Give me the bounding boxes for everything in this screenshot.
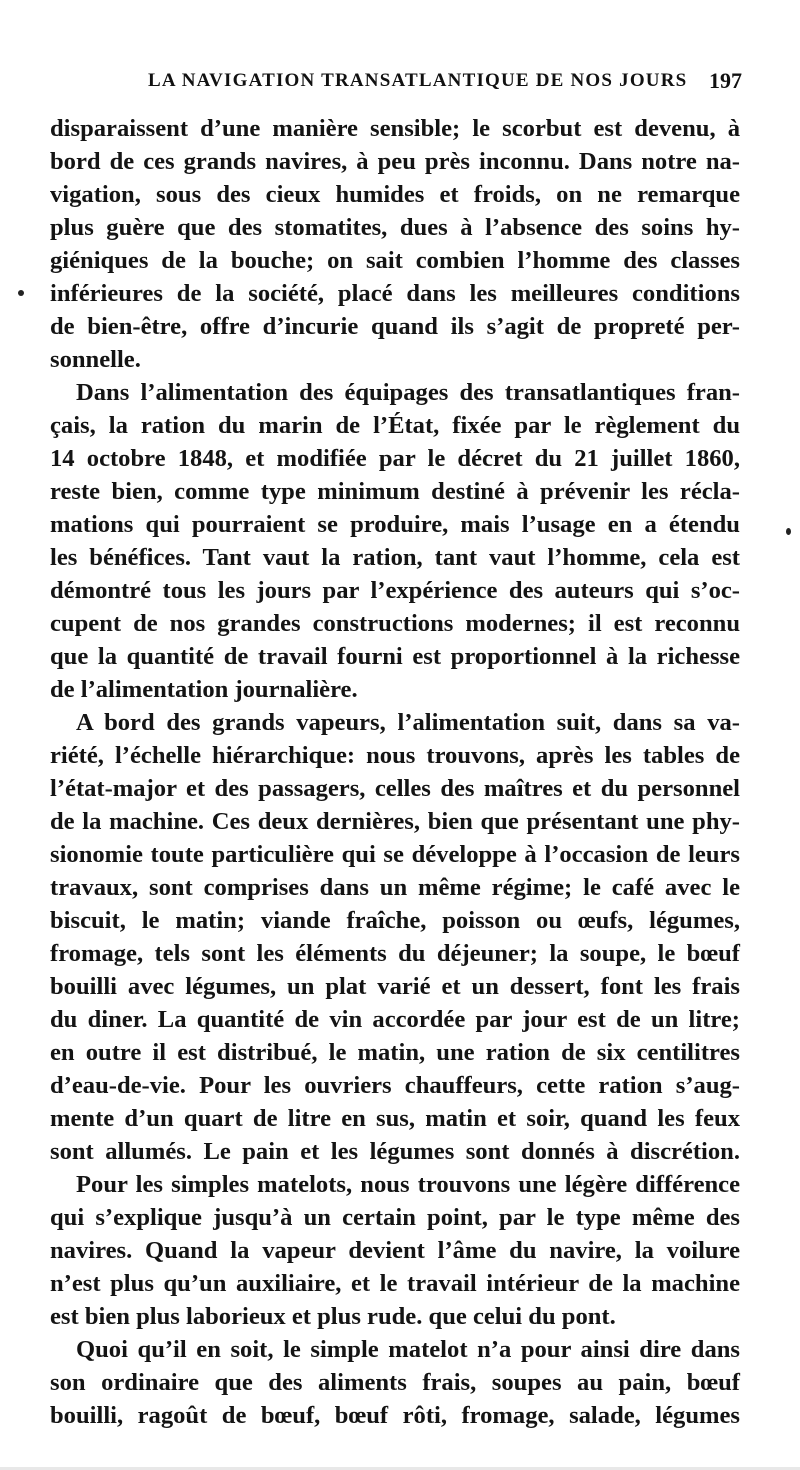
margin-mark [18, 290, 24, 296]
text-line: n’est plus qu’un auxiliaire, et le travail intérieur de la machine [50, 1270, 740, 1297]
text-line: reste bien, comme type minimum destiné à prévenir les récla- [50, 478, 740, 505]
text-line: fromage, tels sont les éléments du déjeuner; la soupe, le bœuf [50, 940, 740, 967]
text-line: bouilli, ragoût de bœuf, bœuf rôti, fromage, salade, légumes [50, 1402, 740, 1429]
text-line: sionomie toute particulière qui se développe à l’occasion de leurs [50, 841, 740, 868]
text-line: en outre il est distribué, le matin, une ration de six centilitres [50, 1039, 740, 1066]
paragraph-start-line: Dans l’alimentation des équipages des transatlantiques fran- [76, 379, 740, 406]
text-line: sont allumés. Le pain et les légumes sont donnés à discrétion. [50, 1138, 740, 1165]
text-line: qui s’explique jusqu’à un certain point, par le type même des [50, 1204, 740, 1231]
text-line: les bénéfices. Tant vaut la ration, tant vaut l’homme, cela est [50, 544, 740, 571]
page-number: 197 [709, 68, 742, 93]
margin-mark [786, 528, 791, 535]
text-line: travaux, sont comprises dans un même régime; le café avec le [50, 874, 740, 901]
text-line: inférieures de la société, placé dans les meilleures conditions [50, 280, 740, 307]
text-line: d’eau-de-vie. Pour les ouvriers chauffeurs, cette ration s’aug- [50, 1072, 740, 1099]
text-line: bouilli avec légumes, un plat varié et un dessert, font les frais [50, 973, 740, 1000]
text-line: de la machine. Ces deux dernières, bien que présentant une phy- [50, 808, 740, 835]
text-line: riété, l’échelle hiérarchique: nous trouvons, après les tables de [50, 742, 740, 769]
text-line: 14 octobre 1848, et modifiée par le décret du 21 juillet 1860, [50, 445, 740, 472]
text-line: cupent de nos grandes constructions modernes; il est reconnu [50, 610, 740, 637]
text-line: l’état-major et des passagers, celles des maîtres et du personnel [50, 775, 740, 802]
paragraph-start-line: A bord des grands vapeurs, l’alimentation suit, dans sa va- [76, 709, 740, 736]
running-title: LA NAVIGATION TRANSATLANTIQUE DE NOS JOURS [148, 70, 688, 91]
running-head [118, 68, 742, 100]
text-line: giéniques de la bouche; on sait combien l’homme des classes [50, 247, 740, 274]
paragraph-start-line: Quoi qu’il en soit, le simple matelot n’a pour ainsi dire dans [76, 1336, 740, 1363]
text-line: son ordinaire que des aliments frais, soupes au pain, bœuf [50, 1369, 740, 1396]
paragraph-start-line: Pour les simples matelots, nous trouvons une légère différence [76, 1171, 740, 1198]
body-text [50, 112, 740, 1432]
text-line: de bien-être, offre d’incurie quand ils s’agit de propreté per- [50, 313, 740, 340]
text-line: bord de ces grands navires, à peu près inconnu. Dans notre na- [50, 148, 740, 175]
text-line: plus guère que des stomatites, dues à l’absence des soins hy- [50, 214, 740, 241]
text-line: sonnelle. [50, 346, 141, 373]
text-line: biscuit, le matin; viande fraîche, poisson ou œufs, légumes, [50, 907, 740, 934]
text-line: du diner. La quantité de vin accordée par jour est de un litre; [50, 1006, 740, 1033]
text-line: çais, la ration du marin de l’État, fixée par le règlement du [50, 412, 740, 439]
text-line: mente d’un quart de litre en sus, matin et soir, quand les feux [50, 1105, 740, 1132]
text-line: démontré tous les jours par l’expérience des auteurs qui s’oc- [50, 577, 740, 604]
text-line: navires. Quand la vapeur devient l’âme du navire, la voilure [50, 1237, 740, 1264]
text-line: mations qui pourraient se produire, mais l’usage en a étendu [50, 511, 740, 538]
text-line: de l’alimentation journalière. [50, 676, 358, 703]
text-line: disparaissent d’une manière sensible; le scorbut est devenu, à [50, 115, 740, 142]
text-line: est bien plus laborieux et plus rude. que celui du pont. [50, 1303, 616, 1330]
text-line: que la quantité de travail fourni est proportionnel à la richesse [50, 643, 740, 670]
text-line: vigation, sous des cieux humides et froids, on ne remarque [50, 181, 740, 208]
